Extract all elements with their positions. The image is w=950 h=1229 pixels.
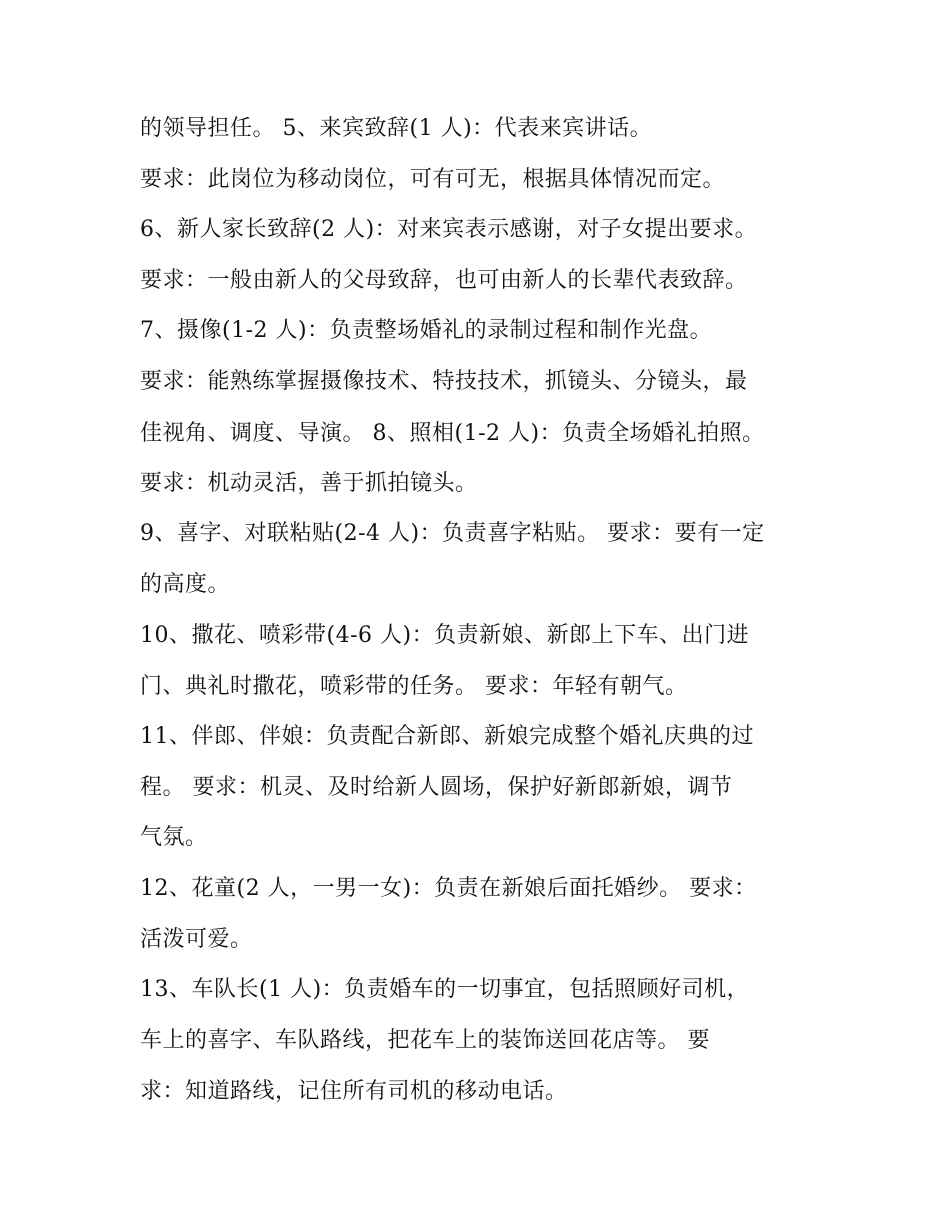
text-line: 7、摄像(1-2 人)：负责整场婚礼的录制过程和制作光盘。 xyxy=(140,318,713,343)
text-line: 13、车队长(1 人)：负责婚车的一切事宜，包括照顾好司机， xyxy=(140,977,750,1002)
text-line: 10、撒花、喷彩带(4-6 人)：负责新娘、新郎上下车、出门进 xyxy=(140,623,750,648)
text-line: 要求：此岗位为移动岗位，可有可无，根据具体情况而定。 xyxy=(140,167,726,192)
text-line: 求：知道路线，记住所有司机的移动电话。 xyxy=(140,1079,568,1104)
text-line: 活泼可爱。 xyxy=(140,927,253,952)
text-line: 门、典礼时撒花，喷彩带的任务。 要求：年轻有朝气。 xyxy=(140,674,688,699)
text-line: 6、新人家长致辞(2 人)：对来宾表示感谢，对子女提出要求。 xyxy=(140,217,758,242)
text-line: 要求：一般由新人的父母致辞，也可由新人的长辈代表致辞。 xyxy=(140,268,748,293)
text-line: 要求：机动灵活，善于抓拍镜头。 xyxy=(140,471,478,496)
text-line: 车上的喜字、车队路线，把花车上的装饰送回花店等。 要 xyxy=(140,1028,710,1053)
text-line: 11、伴郎、伴娘：负责配合新郎、新娘完成整个婚礼庆典的过 xyxy=(140,724,754,749)
text-line: 的高度。 xyxy=(140,572,231,597)
text-line: 气氛。 xyxy=(140,825,208,850)
text-line: 佳视角、调度、导演。 8、照相(1-2 人)：负责全场婚礼拍照。 xyxy=(140,421,765,446)
text-line: 12、花童(2 人，一男一女)：负责在新娘后面托婚纱。 要求： xyxy=(140,876,757,901)
text-line: 的领导担任。 5、来宾致辞(1 人)：代表来宾讲话。 xyxy=(140,116,653,141)
text-line: 程。 要求：机灵、及时给新人圆场，保护好新郎新娘，调节 xyxy=(140,775,733,800)
text-line: 要求：能熟练掌握摄像技术、特技技术，抓镜头、分镜头，最 xyxy=(140,369,748,394)
text-line: 9、喜字、对联粘贴(2-4 人)：负责喜字粘贴。 要求：要有一定 xyxy=(140,521,765,546)
